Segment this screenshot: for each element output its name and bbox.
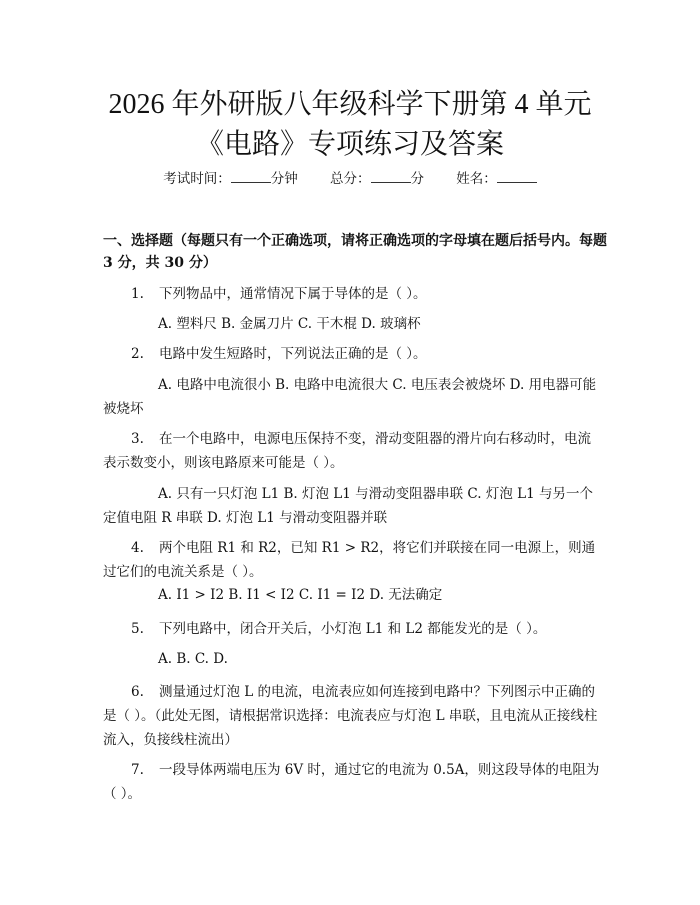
time-label: 考试时间：: [163, 171, 231, 187]
question-4-options: A. I1 > I2 B. I1 < I2 C. I1 = I2 D. 无法确定: [158, 587, 443, 603]
question-7: [103, 758, 603, 806]
question-number: 7.: [131, 762, 144, 778]
question-text: 电路中发生短路时，下列说法正确的是（ ）。: [159, 346, 427, 362]
question-number: 5.: [131, 621, 144, 637]
question-text: 一段导体两端电压为 6V 时，通过它的电流为 0.5A，则这段导体的电阻为（ ）。: [103, 762, 600, 802]
time-unit: 分钟: [270, 171, 298, 187]
time-blank[interactable]: [231, 170, 271, 183]
question-1: [103, 282, 603, 306]
question-5: [103, 617, 603, 641]
name-field: [456, 171, 537, 187]
question-1-options: A. 塑料尺 B. 金属刀片 C. 干木棍 D. 玻璃杯: [158, 316, 421, 332]
question-text: 在一个电路中，电源电压保持不变，滑动变阻器的滑片向右移动时，电流表示数变小，则该电路原来可能是（ ）。: [103, 431, 591, 471]
question-text: 两个电阻 R1 和 R2，已知 R1 > R2，将它们并联接在同一电源上，则通过它们的电流关系是（ ）。: [103, 540, 596, 580]
question-6: [103, 680, 603, 752]
name-label: 姓名：: [456, 171, 497, 187]
question-number: 4.: [131, 540, 144, 556]
question-2: [103, 342, 603, 366]
exam-meta: [0, 169, 700, 189]
question-number: 6.: [131, 684, 144, 700]
score-unit: 分: [410, 171, 424, 187]
question-text: 下列电路中，闭合开关后，小灯泡 L1 和 L2 都能发光的是（ ）。: [159, 621, 547, 637]
question-number: 1.: [131, 286, 144, 302]
question-text: 下列物品中，通常情况下属于导体的是（ ）。: [159, 286, 427, 302]
page-title: 2026 年外研版八年级科学下册第 4 单元《电路》专项练习及答案: [108, 89, 592, 160]
score-field: [330, 171, 424, 187]
score-blank[interactable]: [371, 170, 411, 183]
question-number: 3.: [131, 431, 144, 447]
question-3: [103, 427, 603, 475]
name-blank[interactable]: [497, 170, 537, 183]
question-2-options: A. 电路中电流很小 B. 电路中电流很大 C. 电压表会被烧坏 D. 用电器可能被烧坏: [103, 377, 597, 417]
score-label: 总分：: [330, 171, 371, 187]
time-field: [163, 171, 298, 187]
section-heading: 一、选择题（每题只有一个正确选项，请将正确选项的字母填在题后括号内。每题 3 分，共 30 分）: [103, 233, 607, 271]
question-5-options: A. B. C. D.: [158, 651, 228, 667]
question-text: 测量通过灯泡 L 的电流，电流表应如何连接到电路中？下列图示中正确的是（ ）。（此处无图，请根据常识选择：电流表应与灯泡 L 串联，且电流从正接线柱流入，负接线柱流出）: [103, 684, 598, 748]
question-3-options: A. 只有一只灯泡 L1 B. 灯泡 L1 与滑动变阻器串联 C. 灯泡 L1 与另一个定值电阻 R 串联 D. 灯泡 L1 与滑动变阻器并联: [103, 486, 593, 526]
question-number: 2.: [131, 346, 144, 362]
question-4: [103, 536, 603, 584]
